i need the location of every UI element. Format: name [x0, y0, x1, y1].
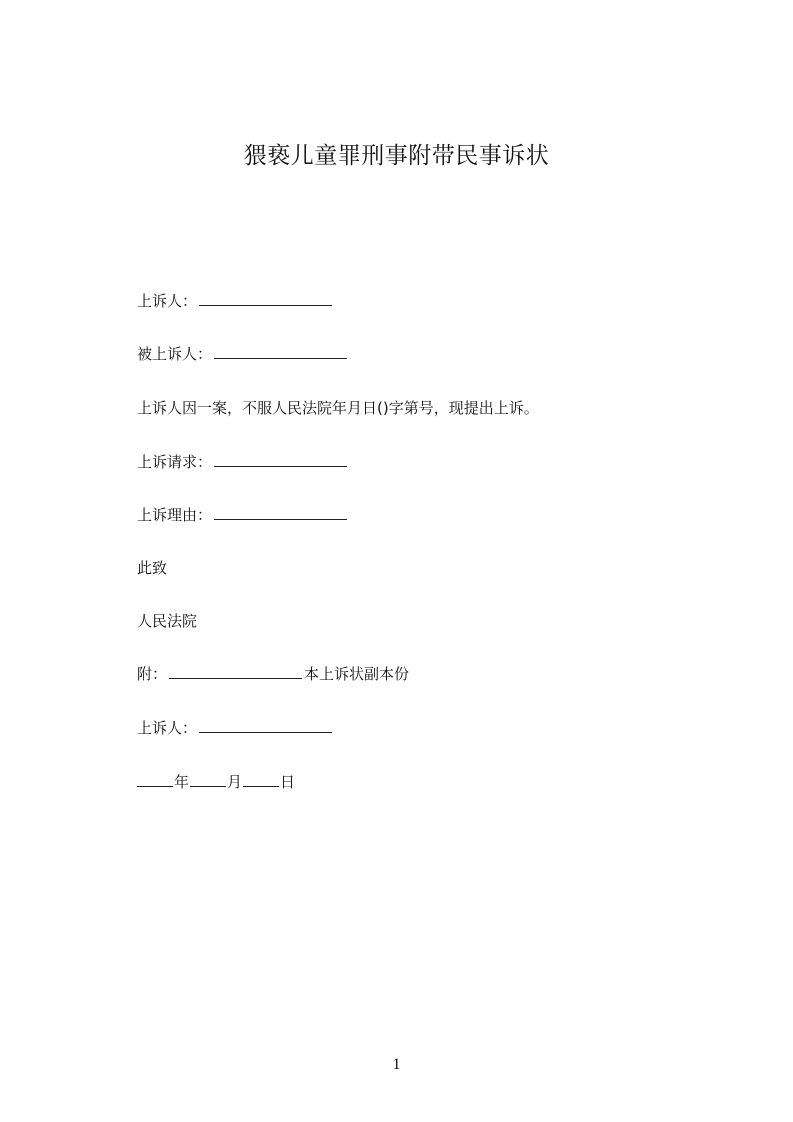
appellant-label: 上诉人：: [137, 292, 198, 310]
signature-line: [137, 717, 334, 739]
attachment-line: [137, 663, 409, 685]
date-month-label: 月: [227, 773, 243, 791]
appellee-label: 被上诉人：: [137, 345, 213, 363]
request-label: 上诉请求：: [137, 453, 213, 471]
reason-label: 上诉理由：: [137, 506, 213, 524]
reason-blank: [214, 505, 347, 520]
salutation: 此致: [137, 559, 168, 577]
signature-blank: [199, 718, 332, 733]
attachment-blank: [169, 664, 302, 679]
signature-label: 上诉人：: [137, 719, 198, 737]
document-title: 猥亵儿童罪刑事附带民事诉状: [243, 143, 550, 169]
year-blank: [137, 772, 173, 787]
reason-line: [137, 504, 349, 526]
appellant-blank: [199, 291, 332, 306]
date-day-label: 日: [280, 773, 296, 791]
request-line: [137, 451, 349, 473]
date-line: [137, 771, 295, 793]
day-blank: [243, 772, 279, 787]
appellant-line: [137, 290, 334, 312]
appellee-line: [137, 343, 349, 365]
request-blank: [214, 452, 347, 467]
case-statement: 上诉人因一案，不服人民法院年月日()字第号，现提出上诉。: [137, 399, 539, 417]
page-number: 1: [392, 1056, 401, 1073]
attachment-label: 附：: [137, 665, 168, 683]
attachment-suffix: 本上诉状副本份: [304, 665, 410, 683]
court-name: 人民法院: [137, 612, 198, 630]
date-year-label: 年: [174, 773, 190, 791]
month-blank: [190, 772, 226, 787]
appellee-blank: [214, 344, 347, 359]
